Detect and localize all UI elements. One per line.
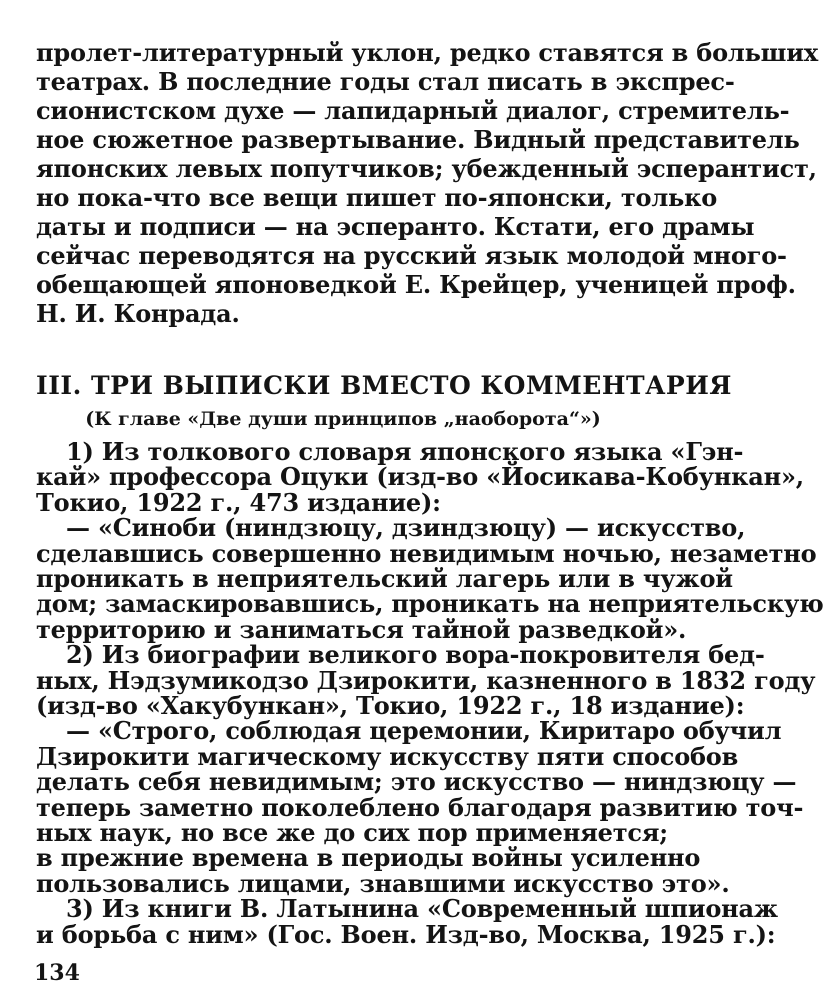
text-line: Токио, 1922 г., 473 издание): [36, 487, 441, 517]
text-line: сионистском духе — лапидарный диалог, стремитель- [36, 96, 790, 125]
text-line: — «Синоби (ниндзюцу, дзиндзюцу) — искусство, [66, 513, 746, 543]
section-heading: III. ТРИ ВЫПИСКИ ВМЕСТО КОММЕНТАРИЯ [36, 371, 732, 400]
text-line: теперь заметно поколеблено благодаря развитию точ- [36, 792, 804, 822]
text-line: даты и подписи — на эсперанто. Кстати, его драмы [36, 212, 755, 241]
text-line: (изд-во «Хакубункан», Токио, 1922 г., 18 издание): [36, 691, 745, 720]
text-line: ных наук, но все же до сих пор применяется; [36, 818, 668, 847]
text-line: пользовались лицами, знавшими искусство это». [36, 868, 730, 898]
text-line: — «Строго, соблюдая церемонии, Киритаро обучил [66, 716, 782, 746]
text-line: пролет-литературный уклон, редко ставятся в больших [36, 38, 818, 67]
text-line: обещающей японоведкой Е. Крейцер, ученицей проф. [36, 270, 796, 299]
text-line: ное сюжетное развертывание. Видный представитель [36, 125, 800, 154]
text-line: театрах. В последние годы стал писать в экспрес- [36, 67, 735, 96]
text-line: но пока-что все вещи пишет по-японски, только [36, 183, 718, 212]
text-line: делать себя невидимым; это искусство — ниндзюцу — [36, 767, 797, 797]
text-line: дом; замаскировавшись, проникать на неприятельскую [36, 589, 824, 619]
text-line: Н. И. Конрада. [36, 299, 240, 328]
text-line: 1) Из толкового словаря японского языка «Гэн- [66, 437, 744, 466]
text-line: проникать в неприятельский лагерь или в чужой [36, 564, 733, 593]
text-line: в прежние времена в периоды войны усиленно [36, 843, 701, 873]
text-line: 3) Из книги В. Латынина «Современный шпионаж [66, 894, 778, 924]
text-line: японских левых попутчиков; убежденный эсперантист, [36, 154, 817, 183]
page-number: 134 [34, 960, 80, 986]
text-line: Дзирокити магическому искусству пяти способов [36, 741, 739, 771]
text-line: сейчас переводятся на русский язык молодой много- [36, 241, 787, 270]
section-subheading: (К главе «Две души принципов „наоборота“») [85, 408, 601, 430]
text-line: территорию и заниматься тайной разведкой». [36, 614, 687, 644]
text-line: кай» профессора Оцуки (изд-во «Йосикава-Кобункан», [36, 462, 804, 492]
text-line: ных, Нэдзумикодзо Дзирокити, казненного в 1832 году [36, 665, 816, 695]
text-line: 2) Из биографии великого вора-покровителя бед- [66, 640, 765, 670]
text-line: сделавшись совершенно невидимым ночью, незаметно [36, 538, 817, 568]
text-line: и борьба с ним» (Гос. Воен. Изд-во, Москва, 1925 г.): [36, 919, 776, 949]
